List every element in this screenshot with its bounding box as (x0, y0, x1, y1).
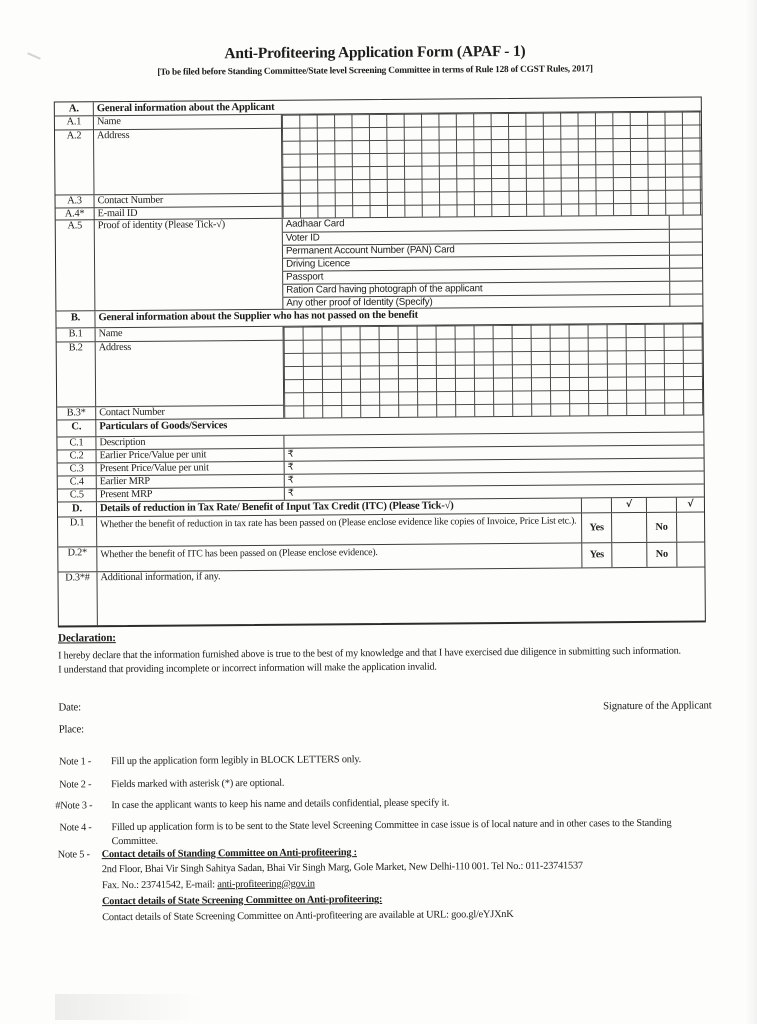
row-d1-no-tick-box[interactable] (676, 512, 704, 541)
row-c5-value-field[interactable]: ₹ (284, 484, 704, 499)
row-c3-id: C.3 (69, 463, 84, 475)
note-5-address: 2nd Floor, Bhai Vir Singh Sahitya Sadan, Bhai Vir Singh Marg, Gole Market, New Delhi-110 001. Tel No.: 011-23741537 (101, 860, 583, 876)
row-d2-no-tick-box[interactable] (676, 542, 704, 566)
block-letter-grid-applicant[interactable] (281, 111, 702, 217)
date-label: Date: (58, 701, 81, 714)
tick-box[interactable] (669, 229, 702, 241)
row-c1-label: Description (95, 436, 283, 449)
row-a3 (55, 193, 281, 208)
section-b-heading: General information about the Supplier who has not passed on the benefit (94, 306, 702, 327)
row-c4-label: Earlier MRP (96, 475, 284, 488)
section-b-id: B. (70, 312, 81, 324)
row-a1-id: A.1 (66, 116, 82, 128)
row-d2-no-label: No (646, 543, 676, 567)
row-d1-label: Whether the benefit of reduction in tax rate has been passed on (Please enclose evidence like copies of Invoice, Price List etc.). (96, 513, 581, 546)
row-c2-value-field[interactable]: ₹ (284, 445, 704, 460)
page-title: Anti-Profiteering Application Form (APAF - 1) (224, 42, 526, 63)
row-d2-label: Whether the benefit of ITC has been passed on (Please enclose evidence). (96, 543, 581, 571)
page-subtitle: [To be filed before Standing Committee/State level Screening Committee in terms of Rule 128 of CGST Rules, 2017] (157, 64, 593, 78)
note-2-prefix: Note 2 - (59, 779, 92, 791)
identity-option-label: Driving Licence (282, 256, 669, 271)
row-d2-yes-label: Yes (581, 543, 611, 567)
note-2-text: Fields marked with asterisk (*) are optional. (111, 777, 285, 791)
note-5 (58, 846, 357, 862)
row-b1 (57, 327, 283, 342)
row-a5-label: Proof of identity (Please Tick-√) (94, 219, 283, 310)
row-a1-label: Name (93, 115, 281, 129)
section-d-id: D. (71, 503, 82, 515)
tick-box[interactable] (669, 268, 702, 280)
row-c3-label: Present Price/Value per unit (96, 462, 284, 475)
identity-option-label: Voter ID (282, 230, 669, 245)
tick-box[interactable] (669, 215, 702, 228)
row-a2 (55, 128, 282, 195)
row-a3-label: Contact Number (94, 194, 282, 207)
d-header-tick-2: √ (676, 497, 704, 511)
row-a4-id: A.4* (64, 208, 85, 220)
row-b1-id: B.1 (68, 328, 83, 340)
section-c-heading: Particulars of Goods/Services (95, 415, 703, 436)
note-4 (59, 817, 671, 849)
row-b2-label: Address (95, 341, 283, 406)
tick-box[interactable] (669, 255, 702, 267)
row-d3 (58, 566, 704, 625)
d-header-cell-blank-1 (581, 498, 611, 512)
row-b3-id: B.3* (66, 407, 86, 419)
declaration-paragraph (58, 645, 681, 678)
row-c5-id: C.5 (69, 489, 84, 501)
scan-edge-artifact (745, 0, 757, 1024)
note-5-prefix: Note 5 - (57, 849, 90, 861)
row-c2-id: C.2 (69, 450, 84, 462)
row-a4-label: E-mail ID (94, 207, 282, 220)
note-5-heading-2: Contact details of State Screening Committee on Anti-profiteering: (102, 893, 383, 908)
row-b2 (57, 340, 284, 407)
row-d2 (58, 541, 704, 571)
row-d2-yes-tick-box[interactable] (611, 543, 646, 567)
scan-smudge-artifact (55, 994, 203, 1020)
section-a-rows (55, 110, 702, 219)
note-5-fax-line (102, 878, 315, 893)
note-4-line-1: Filled up application form is to be sent to the State level Screening Committee in case issue is of local nature and in other cases to the Standing (111, 817, 672, 834)
identity-option-label: Aadhaar Card (282, 216, 669, 232)
row-a2-label: Address (93, 129, 281, 194)
note-1-prefix: Note 1 - (58, 756, 92, 768)
section-a-heading: General information about the Applicant (93, 97, 701, 115)
row-d1 (58, 511, 704, 546)
application-form-table (54, 96, 706, 627)
identity-option-label: Passport (282, 269, 669, 284)
row-b3-label: Contact Number (95, 406, 283, 420)
row-a5 (56, 214, 703, 310)
signature-label: Signature of the Applicant (603, 699, 712, 713)
section-a-id: A. (68, 103, 79, 115)
note-5-fax-prefix: Fax. No.: 23741542, E-mail: (101, 879, 218, 892)
note-3-prefix: #Note 3 - (55, 800, 93, 812)
row-a5-id: A.5 (67, 220, 83, 232)
row-d1-id: D.1 (69, 517, 85, 529)
identity-option-label: Permanent Account Number (PAN) Card (282, 243, 669, 258)
row-c1-id: C.1 (69, 437, 84, 449)
section-b-labels (57, 327, 284, 420)
row-d1-yes-tick-box[interactable] (611, 513, 646, 542)
row-d1-no-label: No (646, 513, 676, 542)
row-b2-id: B.2 (68, 342, 83, 354)
tick-box[interactable] (669, 242, 702, 254)
row-c4-value-field[interactable]: ₹ (284, 471, 704, 486)
section-c-id: C. (71, 421, 82, 433)
row-b1-label: Name (95, 327, 283, 341)
note-4-line-2: Committee. (111, 835, 158, 847)
note-4-text (111, 817, 671, 848)
tick-box[interactable] (669, 281, 702, 293)
note-5-url-prefix: Contact details of State Screening Committee on Anti-profiteering are available at URL: (102, 909, 452, 924)
place-label: Place: (58, 723, 84, 736)
row-c2-label: Earlier Price/Value per unit (96, 449, 284, 462)
tick-box[interactable] (669, 294, 702, 306)
url-link[interactable]: goo.gl/eYJXnK (451, 908, 514, 921)
declaration-line-1: I hereby declare that the information furnished above is true to the best of my knowledge and that I have exercised due diligence in submitting such information. (58, 645, 681, 662)
row-d3-id: D.3*# (65, 572, 90, 584)
note-1 (59, 753, 361, 769)
note-4-prefix: Note 4 - (59, 822, 92, 834)
section-b-rows (57, 322, 704, 419)
row-d2-id: D.2* (67, 547, 88, 559)
block-letter-grid-supplier[interactable] (283, 323, 704, 417)
row-a2-id: A.2 (66, 130, 82, 142)
row-c3-value-field[interactable]: ₹ (284, 458, 704, 473)
note-1-text: Fill up the application form legibly in BLOCK LETTERS only. (110, 754, 362, 768)
identity-option-label: Any other proof of Identity (Specify) (282, 295, 669, 310)
note-3 (55, 796, 449, 813)
note-5-url-line (102, 908, 513, 925)
identity-options (282, 215, 703, 308)
row-c4-id: C.4 (69, 476, 84, 488)
note-3-text: In case the applicant wants to keep his name and details confidential, please specify it. (111, 797, 450, 812)
row-a3-id: A.3 (67, 195, 82, 207)
d-header-tick-1: √ (611, 498, 646, 512)
d-header-cell-blank-2 (646, 498, 676, 512)
section-a-labels (55, 115, 282, 220)
row-c5-label: Present MRP (96, 488, 284, 501)
row-d1-yes-label: Yes (581, 513, 611, 542)
declaration-heading: Declaration: (57, 632, 116, 645)
email-link[interactable]: anti-profiteering@gov.in (217, 878, 315, 891)
identity-option-label: Ration Card having photograph of the applicant (282, 282, 669, 297)
section-d-heading: Details of reduction in Tax Rate/ Benefit of Input Tax Credit (ITC) (Please Tick-√) (96, 498, 581, 516)
note-2 (59, 777, 284, 792)
row-a1 (55, 115, 281, 130)
row-d3-additional-info-field[interactable]: Additional information, if any. (96, 567, 704, 625)
note-5-heading: Contact details of Standing Committee on Anti-profiteering : (101, 847, 357, 861)
declaration-line-2: I understand that providing incomplete or incorrect information will make the application invalid. (58, 661, 437, 676)
